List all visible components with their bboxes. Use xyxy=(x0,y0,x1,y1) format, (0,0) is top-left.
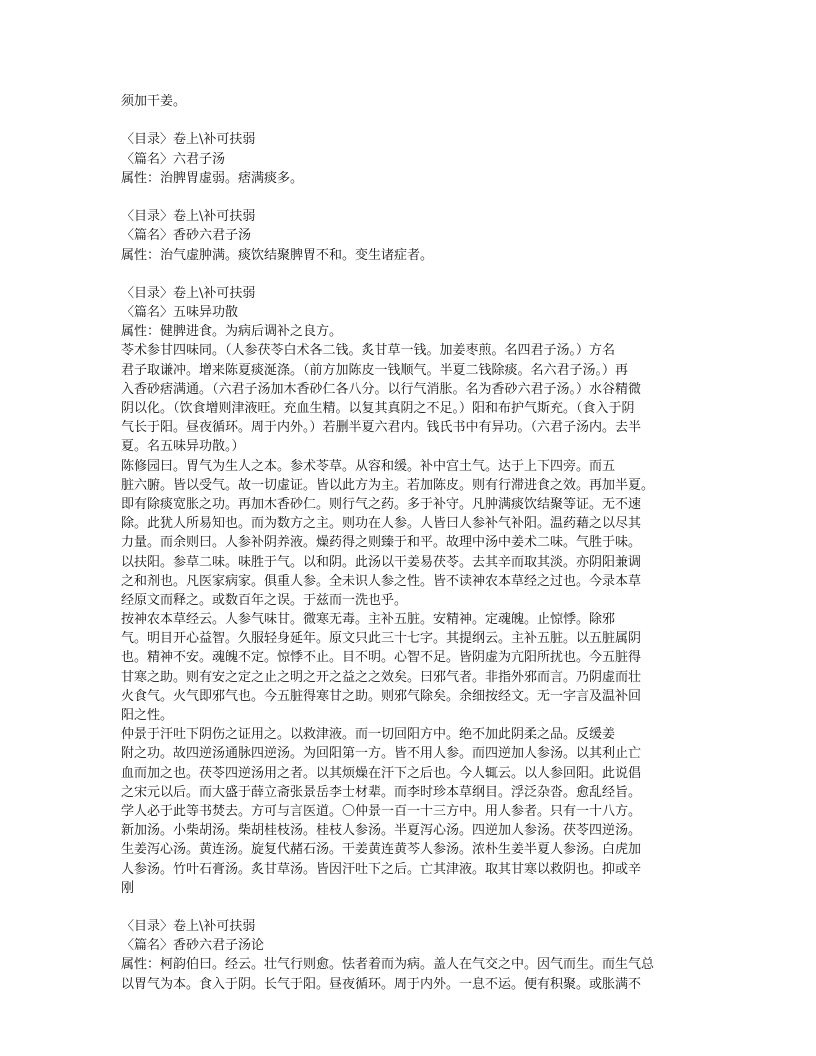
text-line: 气。明目开心益智。久服轻身延年。原文只此三十七字。其提纲云。主补五脏。以五脏属阴 xyxy=(121,631,642,647)
document-page xyxy=(121,92,696,994)
text-line: 新加汤。小柴胡汤。柴胡桂枝汤。桂枝人参汤。半夏泻心汤。四逆加人参汤。茯苓四逆汤。 xyxy=(121,823,642,839)
text-line: 〈篇名〉六君子汤 xyxy=(121,151,226,167)
paragraph-gap xyxy=(121,898,696,917)
text-line: 〈目录〉卷上\补可扶弱 xyxy=(121,209,256,225)
text-line: 之宋元以后。而大盛于薛立斋张景岳李士材辈。而李时珍本草纲目。浮泛杂沓。愈乱经旨。 xyxy=(121,784,642,800)
text-line: 也。精神不安。魂魄不定。惊悸不止。目不明。心智不足。皆阴虚为亢阳所扰也。今五脏得 xyxy=(121,650,642,666)
text-line: 即有除痰宽胀之功。再加木香砂仁。则行气之药。多于补守。凡肿满痰饮结聚等证。无不速 xyxy=(121,496,642,512)
paragraph-gap xyxy=(121,111,696,130)
text-line: 属性：治脾胃虚弱。痞满痰多。 xyxy=(121,170,304,186)
text-line: 人参汤。竹叶石膏汤。炙甘草汤。皆因汗吐下之后。亡其津液。取其甘寒以救阴也。抑或辛 xyxy=(121,861,642,877)
text-line: 除。此犹人所易知也。而为数方之主。则功在人参。人皆曰人参补气补阳。温药藉之以尽其 xyxy=(121,516,642,532)
text-line: 气长于阳。昼夜循环。周于内外。）若删半夏六君内。钱氏书中有异功。（六君子汤内。去半 xyxy=(121,420,642,436)
text-line: 以胃气为本。食入于阴。长气于阳。昼夜循环。周于内外。一息不运。便有积聚。或胀满不 xyxy=(121,976,642,992)
text-block xyxy=(121,92,696,111)
text-line: 〈篇名〉五味异功散 xyxy=(121,305,239,321)
text-line: 君子取谦冲。增来陈夏痰涎涤。（前方加陈皮一钱顺气。半夏二钱除痰。名六君子汤。）再 xyxy=(121,362,629,378)
paragraph-gap xyxy=(121,188,696,207)
text-line: 入香砂痞满通。（六君子汤加木香砂仁各八分。以行气消胀。名为香砂六君子汤。）水谷精微 xyxy=(121,381,642,397)
text-block xyxy=(121,284,696,898)
text-line: 阳之性。 xyxy=(121,708,174,723)
text-line: 须加干姜。 xyxy=(121,94,187,109)
text-line: 学人必于此等书焚去。方可与言医道。〇仲景一百一十三方中。用人参者。只有一十八方。 xyxy=(121,803,642,819)
text-line: 刚 xyxy=(121,880,135,896)
text-line: 〈目录〉卷上\补可扶弱 xyxy=(121,919,256,935)
text-line: 附之功。故四逆汤通脉四逆汤。为回阳第一方。皆不用人参。而四逆加人参汤。以其利止亡 xyxy=(121,746,642,762)
text-line: 〈篇名〉香砂六君子汤 xyxy=(121,228,252,244)
text-line: 〈目录〉卷上\补可扶弱 xyxy=(121,285,256,301)
text-line: 苓术参甘四味同。（人参茯苓白术各二钱。炙甘草一钱。加姜枣煎。名四君子汤。）方名 xyxy=(121,343,616,359)
text-line: 阴以化。（饮食增则津液旺。充血生精。以复其真阴之不足。）阳和布护气斯充。（食入于阴 xyxy=(121,401,635,416)
text-line: 〈篇名〉香砂六君子汤论 xyxy=(121,938,265,954)
text-line: 属性：健脾进食。为病后调补之良方。 xyxy=(121,324,343,340)
text-block xyxy=(121,130,696,188)
text-line: 陈修园曰。胃气为生人之本。参术苓草。从容和缓。补中宫土气。达于上下四旁。而五 xyxy=(121,458,616,474)
text-line: 之和剂也。凡医家病家。俱重人参。全未识人参之性。皆不读神农本草经之过也。今录本草 xyxy=(121,573,642,589)
text-line: 夏。名五味异功散。） xyxy=(121,439,245,455)
text-block xyxy=(121,917,696,994)
text-line: 以扶阳。参草二味。味胜于气。以和阴。此汤以干姜易茯苓。去其辛而取其淡。亦阴阳兼调 xyxy=(121,554,642,570)
text-line: 生姜泻心汤。黄连汤。旋复代赭石汤。干姜黄连黄芩人参汤。浓朴生姜半夏人参汤。白虎加 xyxy=(121,842,642,858)
text-line: 火食气。火气即邪气也。今五脏得寒甘之助。则邪气除矣。余细按经文。无一字言及温补回 xyxy=(121,688,642,704)
text-block xyxy=(121,207,696,265)
paragraph-gap xyxy=(121,265,696,284)
text-line: 〈目录〉卷上\补可扶弱 xyxy=(121,132,256,148)
text-line: 仲景于汗吐下阴伤之证用之。以救津液。而一切回阳方中。绝不加此阴柔之品。反缓姜 xyxy=(121,727,616,743)
text-line: 力量。而余则曰。人参补阴养液。燥药得之则臻于和平。故理中汤中姜术二味。气胜于味。 xyxy=(121,535,642,551)
text-line: 属性：治气虚肿满。痰饮结聚脾胃不和。变生诸症者。 xyxy=(121,247,434,263)
text-line: 甘寒之助。则有安之定之止之明之开之益之之效矣。曰邪气者。非指外邪而言。乃阴虚而壮 xyxy=(121,669,642,685)
text-line: 属性：柯韵伯曰。经云。壮气行则愈。怯者着而为病。盖人在气交之中。因气而生。而生气总 xyxy=(121,957,655,973)
text-line: 脏六腑。皆以受气。故一切虚证。皆以此方为主。若加陈皮。则有行滞进食之效。再加半夏。 xyxy=(121,477,655,493)
text-line: 按神农本草经云。人参气味甘。微寒无毒。主补五脏。安精神。定魂魄。止惊悸。除邪 xyxy=(121,612,616,628)
text-line: 血而加之也。茯苓四逆汤用之者。以其烦燥在汗下之后也。今人辄云。以人参回阳。此说倡 xyxy=(121,765,642,781)
text-line: 经原文而释之。或数百年之误。于兹而一洗也乎。 xyxy=(121,592,408,608)
